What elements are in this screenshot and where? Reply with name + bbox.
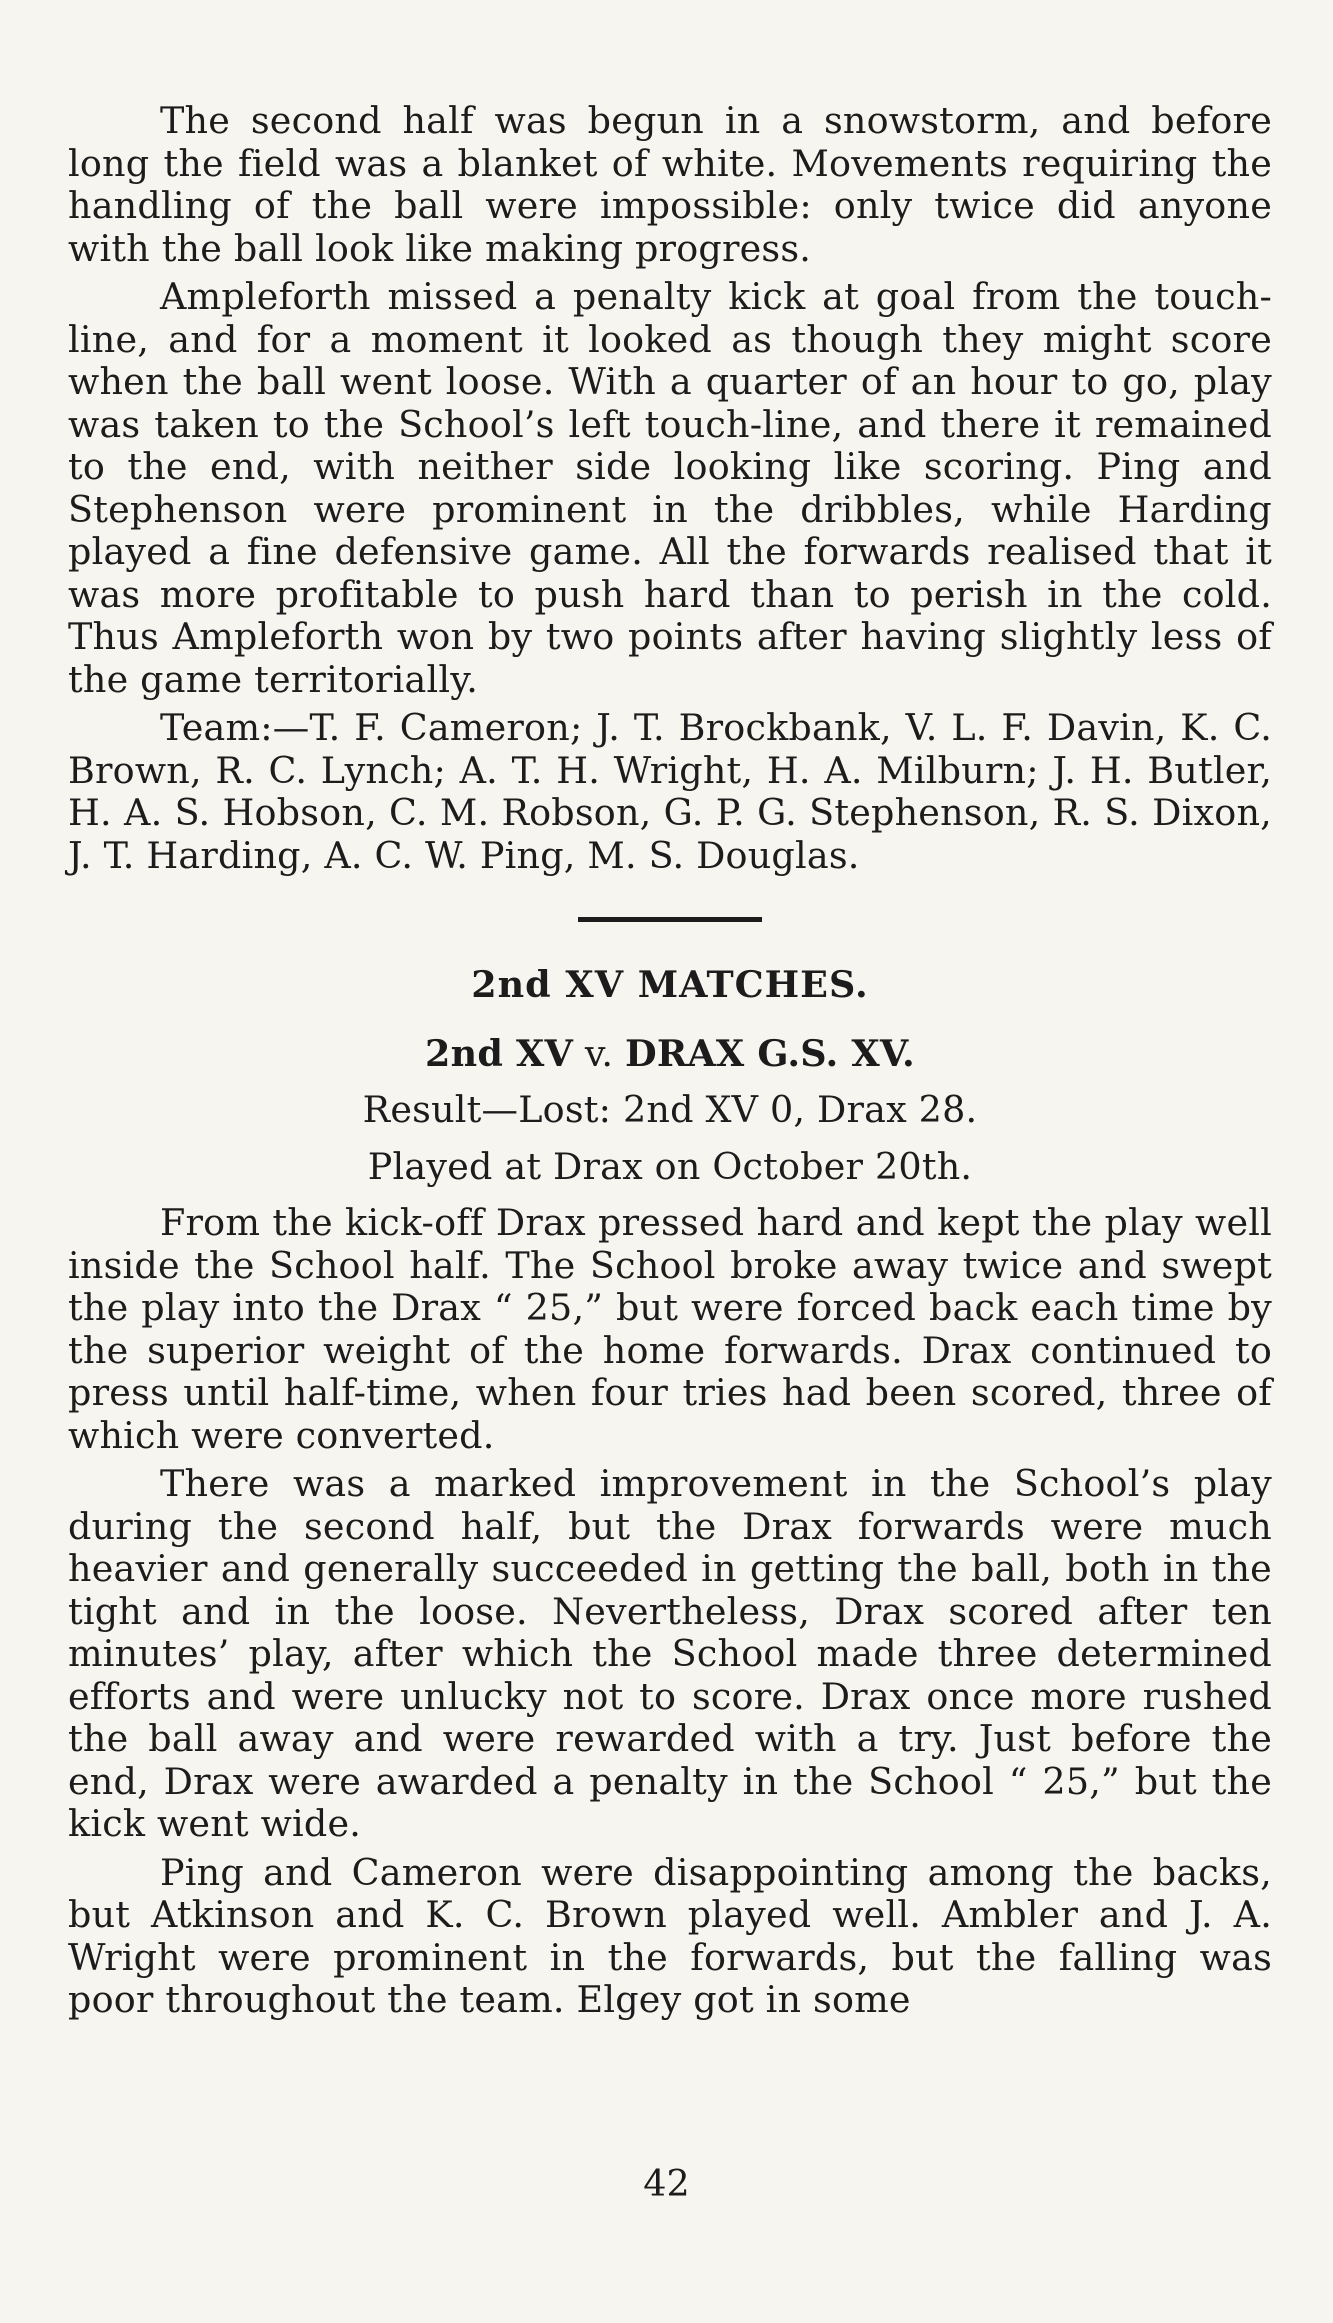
match-side-b: DRAX G.S. XV. [624,1031,915,1075]
match-venue: Played at Drax on October 20th. [367,1144,973,1188]
paragraph-improvement: There was a marked improvement in the School’s play during the second half, but the Drax forwards were much heavier and generally succeeded in getting the ball, both in the tight and in the loose. Nevertheless, Drax scored after ten minutes’ play, after which the School made three determined efforts and were unlucky not to score. Drax once more rushed the ball away and were rewarded with a try. Just before the end, Drax were awarded a penalty in the School “ 25,” but the kick went wide. [68,1462,1272,1845]
match-result: Result—Lost: 2nd XV 0, Drax 28. [362,1088,978,1131]
paragraph-penalty-kick: Ampleforth missed a penalty kick at goal from the touch-line, and for a moment it looked as though they might score when the ball went loose. With a quarter of an hour to go, play was taken to the School’s left touch-line, and there it remained to the end, with neither side looking like scoring. Ping and Stephenson were prominent in the dribbles, while Harding played a fine defensive game. All the forwards realised that it was more profitable to push hard than to perish in the cold. Thus Ampleforth won by two points after having slightly less of the game territorially. [68,275,1272,701]
paragraph-second-half: The second half was begun in a snowstorm, and before long the field was a blanket of white. Movements requiring the handling of the ball were impossible: only twice did anyone with the ball look like making progress. [68,99,1272,270]
section-divider [578,917,762,922]
paragraph-players: Ping and Cameron were disappointing among the backs, but Atkinson and K. C. Brown played well. Ambler and J. A. Wright were prominent in the forwards, but the falling was poor throughout the team. Elgey got in some [68,1850,1272,2021]
paragraph-kick-off: From the kick-off Drax pressed hard and kept the play well inside the School half. The School broke away twice and swept the play into the Drax “ 25,” but were forced back each time by the superior weight of the home forwards. Drax continued to press until half-time, when four tries had been scored, three of which were converted. [68,1201,1272,1457]
match-side-a: 2nd XV [425,1031,574,1075]
match-versus: v. [584,1031,614,1075]
section-heading: 2nd XV MATCHES. [471,963,869,1006]
page-body [68,100,1272,2028]
match-heading [68,1033,1272,1076]
page-number: 42 [643,2162,690,2205]
paragraph-team-list: Team:—T. F. Cameron; J. T. Brockbank, V. L. F. Davin, K. C. Brown, R. C. Lynch; A. T. H. Wright, H. A. Milburn; J. H. Butler, H. A. S. Hobson, C. M. Robson, G. P. G. Stephenson, R. S. Dixon, J. T. Harding, A. C. W. Ping, M. S. Douglas. [68,706,1272,877]
